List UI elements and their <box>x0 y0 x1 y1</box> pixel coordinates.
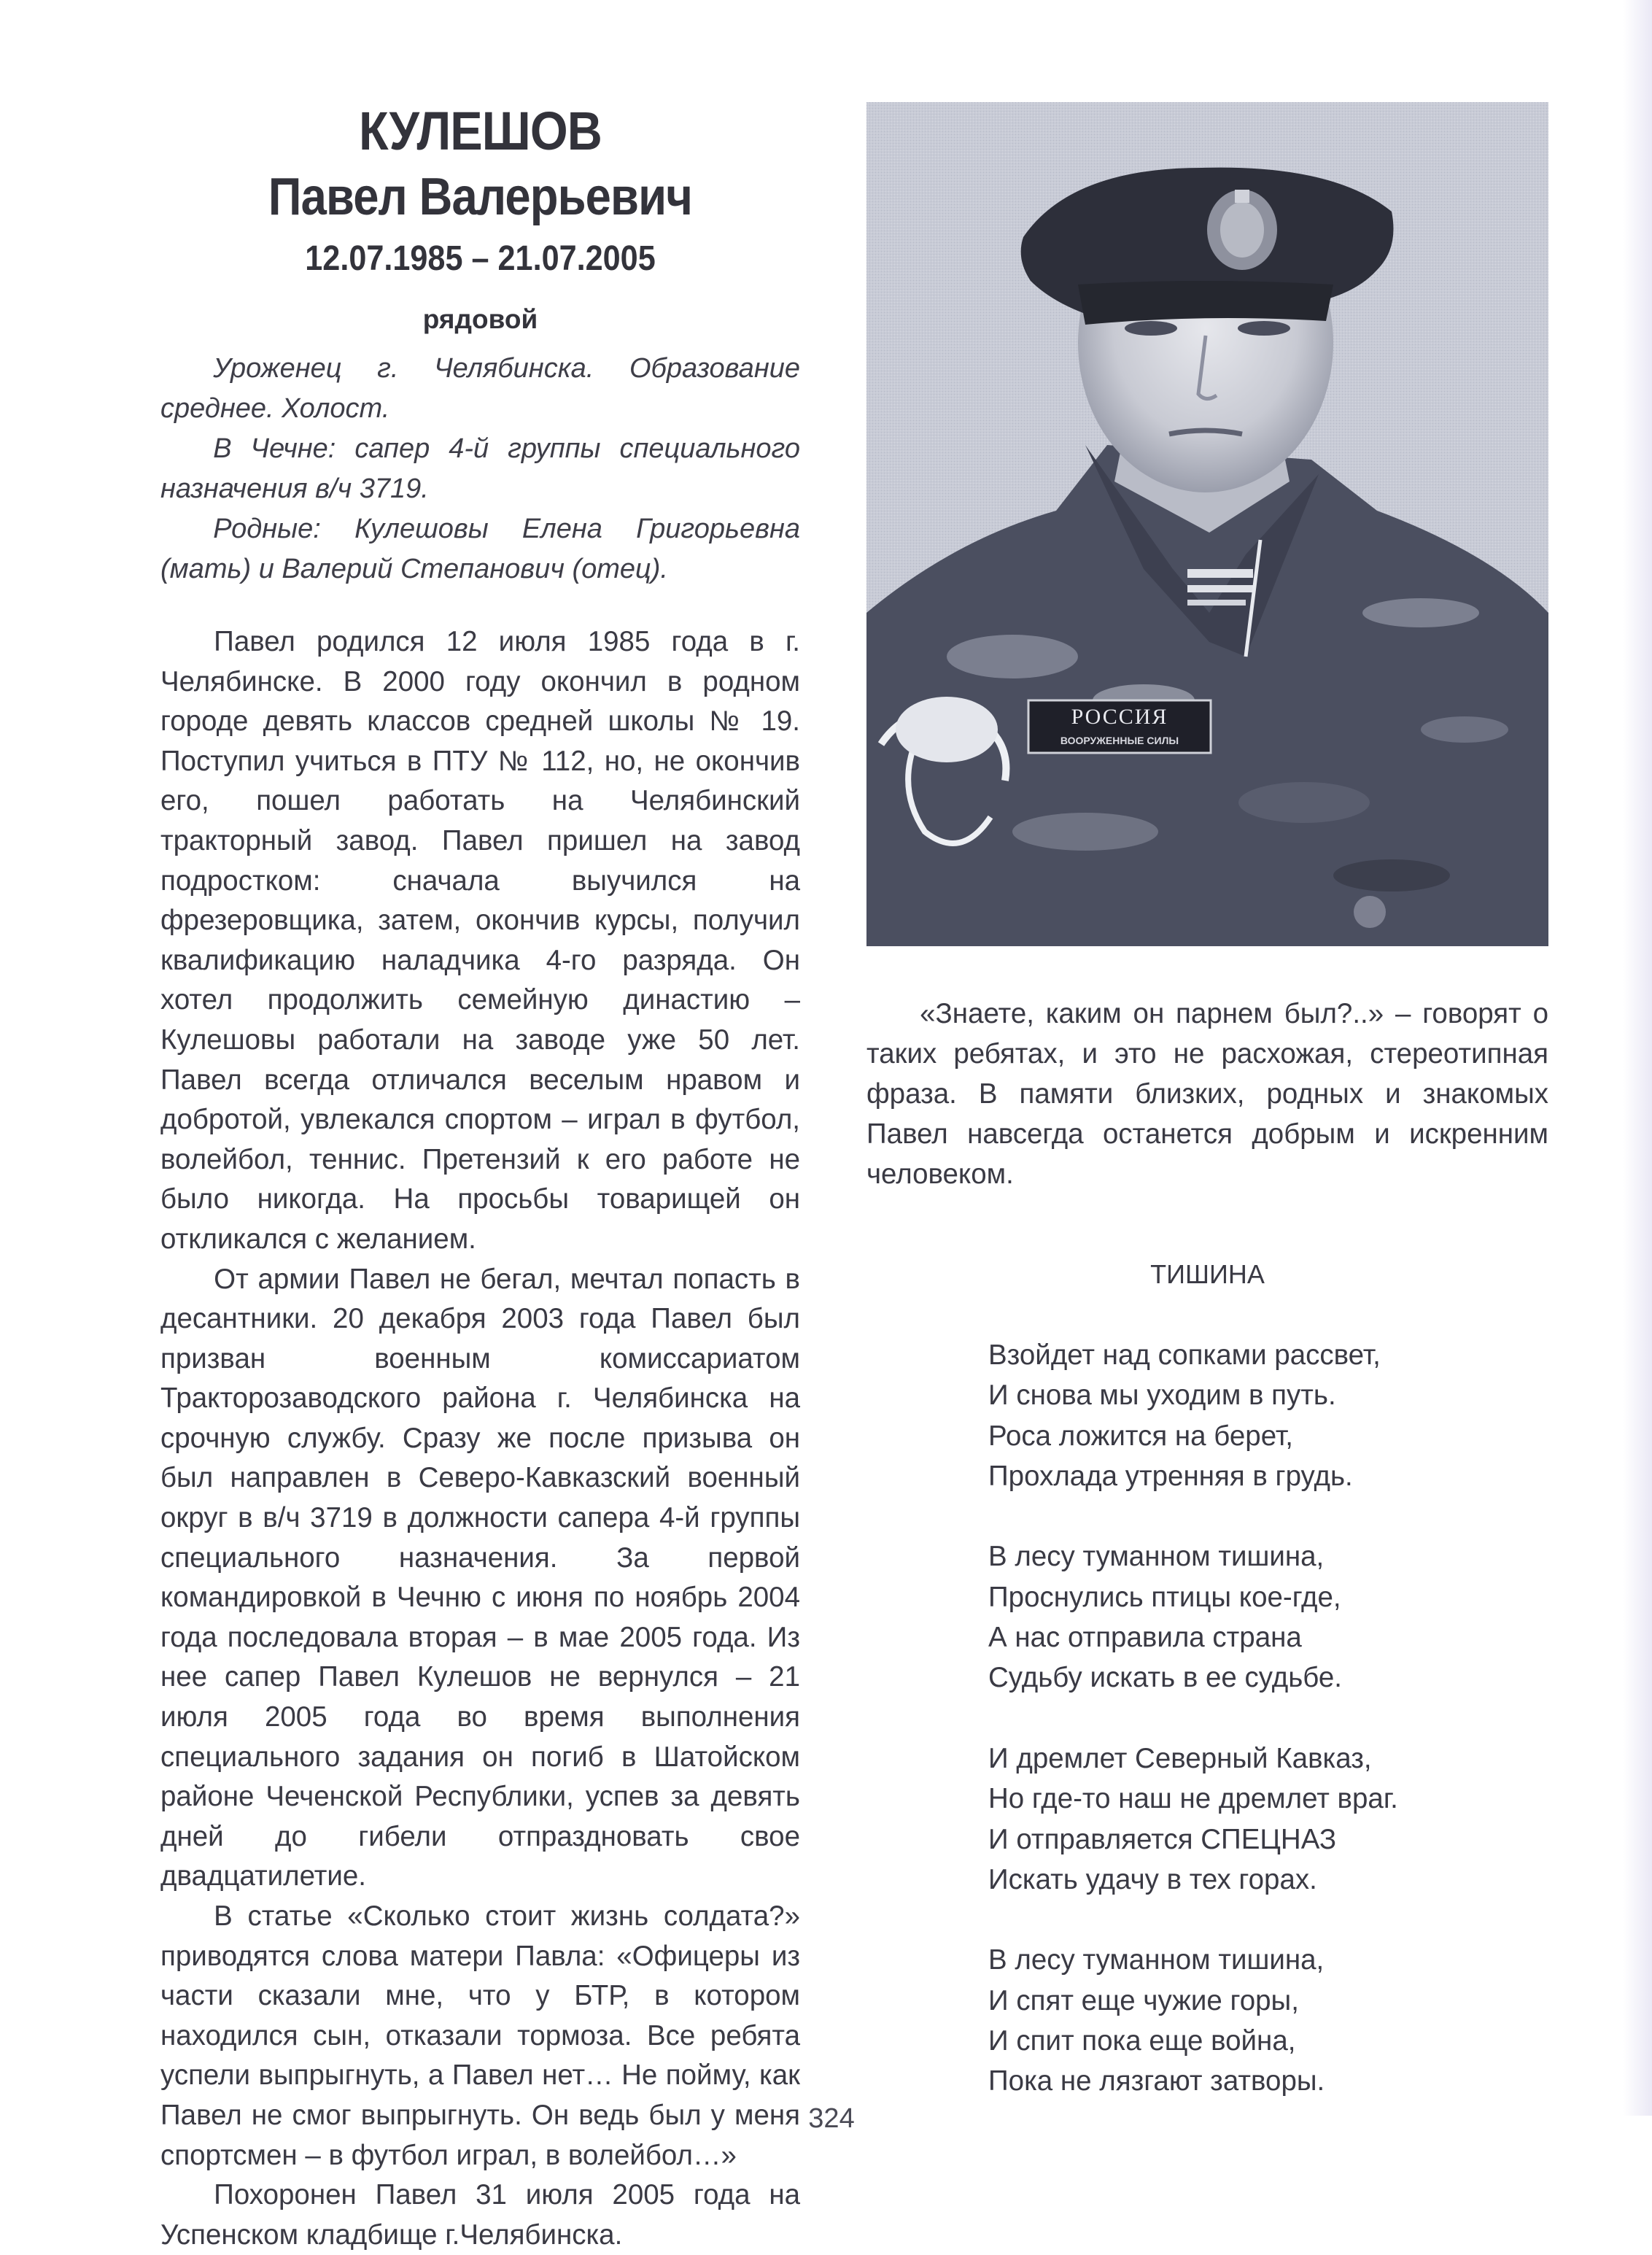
military-rank: рядовой <box>422 304 538 334</box>
person-surname: КУЛЕШОВ <box>359 101 602 161</box>
poem-line: Прохлада утренняя в грудь. <box>988 1460 1353 1492</box>
poem-line: В лесу туманном тишина, <box>988 1541 1325 1573</box>
poem-line: А нас отправила страна <box>988 1622 1302 1654</box>
poem-line: Судьбу искать в ее судьбе. <box>988 1662 1342 1694</box>
poem-line: И отправляется СПЕЦНАЗ <box>988 1823 1337 1855</box>
person-given-names: Павел Валерьевич <box>268 168 693 226</box>
poem-line: Но где-то наш не дремлет враг. <box>988 1783 1398 1815</box>
poem-line: И снова мы уходим в путь. <box>988 1380 1336 1412</box>
bio-service-unit: В Чечне: сапер 4-й группы специального назначения в/ч 3719. <box>160 433 800 504</box>
poem-line: И спит пока еще война, <box>988 2025 1296 2057</box>
poem-line: Проснулись птицы кое-где, <box>988 1581 1341 1613</box>
patch-line-1: РОССИЯ <box>1071 705 1168 729</box>
poem-stanza <box>988 1536 1543 1698</box>
memorial-quote-paragraph <box>866 994 1548 1194</box>
portrait-photo <box>866 102 1548 946</box>
poem-line: И спят еще чужие горы, <box>988 1984 1299 2016</box>
bio-birthplace-education: Уроженец г. Челябинска. Образование среднее. Холост. <box>160 353 800 424</box>
body-paragraph: В статье «Сколько стоит жизнь солдата?» приводятся слова матери Павла: «Офицеры из части сказали мне, что у БТР, в котором находился сын, отказали тормоза. Все ребята успели выпрыгнуть, а Павел нет… Не пойму, как Павел не смог выпрыгнуть. Он ведь был у меня спортсмен – в футбол играл, в волейбол…» <box>160 1900 800 2171</box>
biography-body <box>160 622 800 2255</box>
poem-body <box>988 1335 1543 2142</box>
poem-stanza <box>988 1940 1543 2101</box>
poem-line: Взойдет над сопками рассвет, <box>988 1339 1381 1371</box>
poem-line: И дремлет Северный Кавказ, <box>988 1742 1372 1774</box>
poem-line: Искать удачу в тех горах. <box>988 1863 1317 1895</box>
body-paragraph: Павел родился 12 июля 1985 года в г. Челябинске. В 2000 году окончил в родном городе девять классов средней школы № 19. Поступил учиться в ПТУ № 112, но, не окончив его, пошел работать на Челябинский тракторный завод. Павел пришел на завод подростком: сначала выучился на фрезеровщика, затем, окончив курсы, получил квалификацию наладчика 4-го разряда. Он хотел продолжить семейную династию – Кулешовы работали на заводе уже 50 лет. Павел всегда отличался веселым нравом и добротой, увлекался спортом – играл в футбол, волейбол, теннис. Претензий к его работе не было никогда. На просьбы товарищей он откликался с желанием. <box>160 626 800 1255</box>
page-number: 324 <box>808 2103 855 2134</box>
patch-line-2: ВООРУЖЕННЫЕ СИЛЫ <box>1060 735 1179 746</box>
biographical-summary <box>160 349 800 589</box>
body-paragraph: Похоронен Павел 31 июля 2005 года на Успенском кладбище г.Челябинска. <box>160 2179 800 2251</box>
poem-stanza <box>988 1335 1543 1496</box>
poem-line: В лесу туманном тишина, <box>988 1944 1325 1976</box>
page-edge-shadow <box>1623 0 1652 2116</box>
poem-title: ТИШИНА <box>1150 1259 1265 1289</box>
quote-text: «Знаете, каким он парнем был?..» – говорят о таких ребятах, и это не расхожая, стереотипная фраза. В памяти близких, родных и знакомых Павел навсегда останется добрым и искренним человеком. <box>866 998 1548 1190</box>
body-paragraph: От армии Павел не бегал, мечтал попасть в десантники. 20 декабря 2003 года Павел был призван военным комиссариатом Тракторозаводского района г. Челябинска на срочную службу. Сразу же после призыва он был направлен в Северо-Кавказский военный округ в в/ч 3719 в должности сапера 4-й группы специального назначения. За первой командировкой в Чечню с июня по ноябрь 2004 года последовала вторая – в мае 2005 года. Из нее сапер Павел Кулешов не вернулся – 21 июля 2005 года во время выполнения специального задания он погиб в Шатойском районе Чеченской Республики, успев за девять дней до гибели отпраздновать свое двадцатилетие. <box>160 1263 800 1892</box>
poem-line: Пока не лязгают затворы. <box>988 2065 1325 2097</box>
poem-stanza <box>988 1738 1543 1900</box>
poem-line: Роса ложится на берет, <box>988 1420 1293 1452</box>
bio-relatives: Родные: Кулешовы Елена Григорьевна (мать) и Валерий Степанович (отец). <box>160 514 800 584</box>
life-dates: 12.07.1985 – 21.07.2005 <box>305 239 656 278</box>
